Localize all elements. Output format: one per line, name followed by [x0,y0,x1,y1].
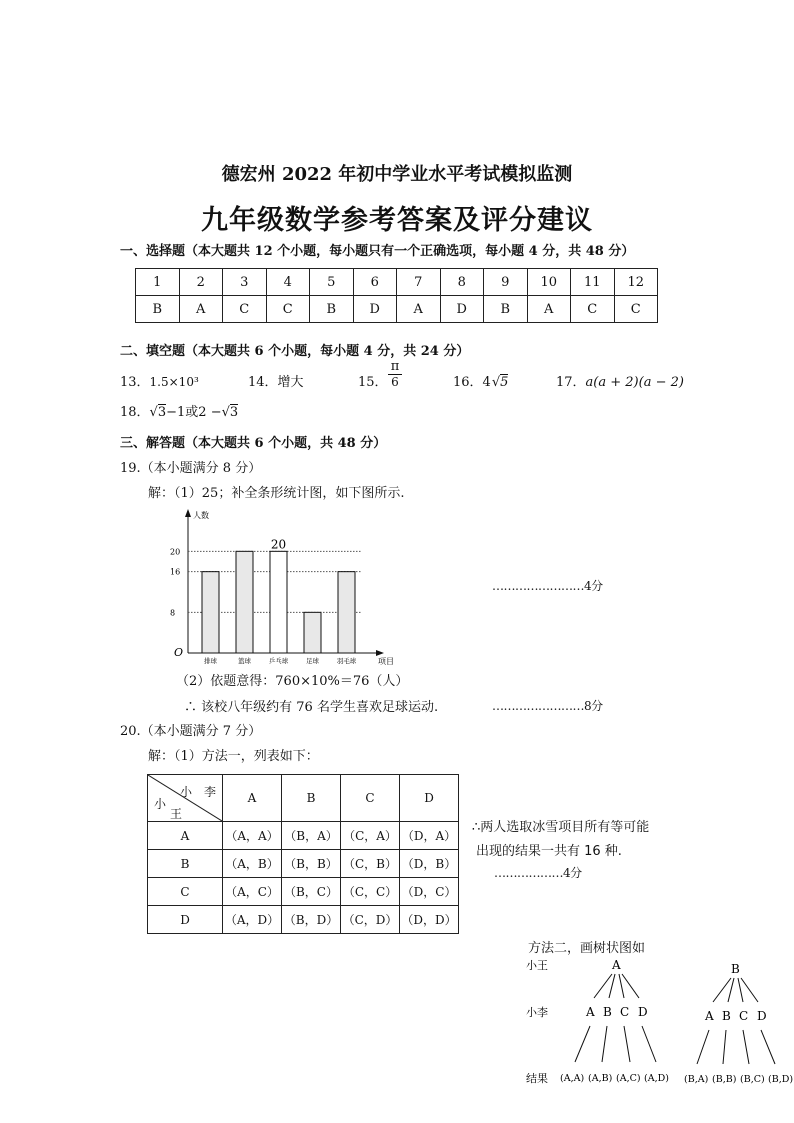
x-tick-label: 篮球 [238,657,251,665]
data-label: 20 [270,537,287,552]
tree-child: D [638,1005,648,1019]
q-number: 12 [614,269,658,296]
col-header: B [282,775,341,822]
table-cell: （C，D） [341,906,400,934]
q13 [120,371,199,390]
table-row [148,850,459,878]
q-number: 4 [266,269,310,296]
q19-title: 19.（本小题满分 8 分） [120,461,262,476]
table-cell: （C，A） [341,822,400,850]
x-tick-label: 排球 [204,657,217,665]
q-number: 7 [397,269,441,296]
q-answer: C [266,296,310,323]
bar [236,551,253,653]
tree-result: (B,C) [740,1074,765,1085]
tree-result: (A,D) [644,1073,669,1084]
tree-result: (A,A) [560,1073,585,1084]
bar [270,551,287,653]
q-number: 2 [179,269,223,296]
q15-numerator: π [390,359,400,374]
outcome-table [147,774,459,934]
table-row [148,906,459,934]
table-cell: （B，D） [282,906,341,934]
q19-score1: ……………………4分 [492,579,603,593]
q-answer: B [310,296,354,323]
document-subtitle: 九年级数学参考答案及评分建议 [201,205,593,236]
tree-child: D [757,1009,767,1023]
q16-label: 16． [453,375,483,390]
table-cell: （D，A） [400,822,459,850]
table-cell: （A，C） [223,878,282,906]
table-cell: （B，C） [282,878,341,906]
tree-result: (B,B) [712,1074,737,1085]
q20-title: 20.（本小题满分 7 分） [120,724,262,739]
diagonal-header-cell [148,775,223,822]
table-row [148,878,459,906]
header-left-label-a: 小 [154,797,167,811]
tree-root: A [612,958,621,972]
table-cell: （D，B） [400,850,459,878]
q-answer: A [179,296,223,323]
tree-result: (B,A) [684,1074,709,1085]
bar [202,572,219,653]
q14-answer: 增大 [277,375,304,390]
q-number: 10 [527,269,571,296]
q18-label: 18． [120,405,150,420]
tree-child: A [586,1005,595,1019]
table-cell: （A，B） [223,850,282,878]
tree-row-label: 结果 [526,1072,548,1085]
tree-child: C [739,1009,749,1023]
tree-result: (A,C) [616,1073,641,1084]
tree-child: B [603,1005,612,1019]
q17 [556,371,684,390]
q20-method2: 方法二，画树状图如 [528,941,646,956]
tree-child: A [705,1009,714,1023]
x-axis-label: 项目 [378,657,394,666]
row-header: B [148,850,223,878]
document-title: 德宏州 2022 年初中学业水平考试模拟监测 [221,164,573,185]
q-number: 3 [223,269,267,296]
col-header: D [400,775,459,822]
origin-label: O [174,646,184,659]
x-tick-label: 足球 [306,657,319,665]
tree-result: (A,B) [588,1073,613,1084]
bar [338,572,355,653]
q16-radicand: 5 [500,375,509,390]
col-header: A [223,775,282,822]
tree-child: C [620,1005,630,1019]
q-number: 5 [310,269,354,296]
q20-note1: ∴两人选取冰雪项目所有等可能 [472,820,650,835]
q-answer: B [136,296,180,323]
q20-line1: 解：（1）方法一，列表如下： [148,749,319,764]
q14-label: 14． [248,375,278,390]
q18-radicand-2: 3 [229,405,239,420]
outcome-header-row [148,775,459,822]
header-left-label-b: 王 [170,807,183,821]
q-number: 1 [136,269,180,296]
table-cell: （B，B） [282,850,341,878]
row-header: D [148,906,223,934]
section2-heading: 二、填空题（本大题共 6 个小题，每小题 4 分，共 24 分） [120,344,470,359]
x-tick-label: 乒乓球 [268,657,289,665]
q-answer: B [484,296,528,323]
y-tick-label: 8 [170,608,176,618]
q15-label: 15． [358,375,388,390]
q15-fraction [388,359,402,390]
row-header: A [148,822,223,850]
table-cell: （A，A） [223,822,282,850]
q18-middle: −1或2 − [166,405,222,420]
y-axis-label: 人数 [193,511,209,520]
table-cell: （D，C） [400,878,459,906]
answer-letter-row [136,296,658,323]
q19-score2: ……………………8分 [492,699,603,713]
q-answer: C [571,296,615,323]
x-axis-arrow [376,650,384,656]
q-answer: A [397,296,441,323]
q19-line3: ∴ 该校八年级约有 76 名学生喜欢足球运动. [184,700,439,715]
q18: 18．√3−1或2 −√3 [120,405,239,420]
q18-radicand-1: 3 [157,405,167,420]
y-tick-label: 20 [170,547,181,557]
x-tick-label: 羽毛球 [336,657,357,665]
q-answer: D [440,296,484,323]
answer-number-row [136,269,658,296]
table-cell: （C，C） [341,878,400,906]
section3-heading: 三、解答题（本大题共 6 个小题，共 48 分） [120,436,387,451]
q20-score: ………………4分 [494,866,582,880]
table-cell: （D，D） [400,906,459,934]
q13-label: 13． [120,375,150,390]
q17-answer: a(a + 2)(a − 2) [585,375,684,390]
tree-row-label: 小李 [526,1006,548,1019]
q-answer: C [614,296,658,323]
tree-result: (B,D) [768,1074,794,1085]
q-answer: A [527,296,571,323]
answer-table [135,268,658,323]
q-number: 8 [440,269,484,296]
table-cell: （C，B） [341,850,400,878]
q17-label: 17． [556,375,586,390]
q19-line2: （2）依题意得：760×10%＝76（人） [176,674,409,689]
q-number: 9 [484,269,528,296]
y-tick-label: 16 [170,567,181,577]
tree-root: B [731,962,740,976]
q20-note2: 出现的结果一共有 16 种. [476,844,622,859]
tree-diagram [520,954,794,1088]
tree-row-label: 小王 [526,959,548,972]
q15-denominator: 6 [391,375,399,389]
q-number: 6 [353,269,397,296]
q-answer: D [353,296,397,323]
col-header: C [341,775,400,822]
table-cell: （B，A） [282,822,341,850]
q14 [248,371,304,390]
q19-line1: 解：（1）25；补全条形统计图，如下图所示. [148,486,405,501]
table-row [148,822,459,850]
row-header: C [148,878,223,906]
q16: 16．4√5 [453,375,509,390]
q-number: 11 [571,269,615,296]
table-cell: （A，D） [223,906,282,934]
header-top-label: 小 李 [179,785,216,799]
q15 [358,371,388,390]
bar [304,612,321,653]
q-answer: C [223,296,267,323]
y-axis-arrow [185,509,191,517]
tree-child: B [722,1009,731,1023]
section1-heading: 一、选择题（本大题共 12 个小题，每小题只有一个正确选项，每小题 4 分，共 48 分） [120,244,635,259]
q16-coefficient: 4 [482,375,491,390]
bar-chart [166,505,406,670]
q13-answer: 1.5×10³ [149,375,199,389]
